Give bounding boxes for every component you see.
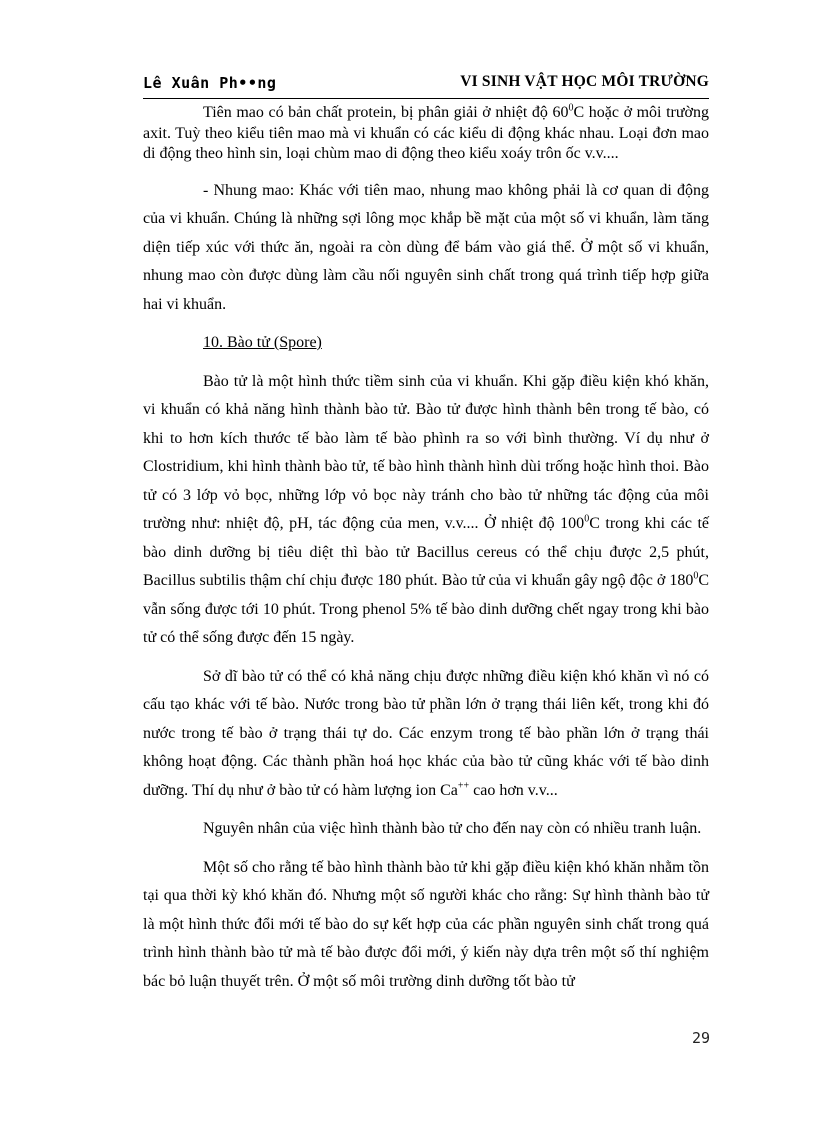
paragraph-flagella: Tiên mao có bản chất protein, bị phân giải ở nhiệt độ $60^0C$ hoặc ở môi trường axit. Tuỳ theo kiểu tiên mao mà vi khuẩn có các kiểu di động khác nhau. Loại đơn mao di động theo hình sin, loại chùm mao di động theo kiểu xoáy trôn ốc v.v....	[143, 102, 709, 162]
header-divider	[143, 98, 709, 99]
paragraph-spore-structure: Sở dĩ bào tử có thể có khả năng chịu được những điều kiện khó khăn vì nó có cấu tạo khác với tế bào. Nước trong bào tử phần lớn ở trạng thái liên kết, trong khi đó nước trong tế bào ở trạng thái tự do. Các enzym trong tế bào phần lớn ở trạng thái không hoạt động. Các thành phần hoá học khác của bào tử cũng khác với tế bào dinh dưỡng. Thí dụ như ở bào tử có hàm lượng ion Ca++ cao hơn v.v...	[143, 667, 709, 799]
paragraph-pili: - Nhung mao: Khác với tiên mao, nhung mao không phải là cơ quan di động của vi khuẩn. Chúng là những sợi lông mọc khắp bề mặt của một số vi khuẩn, làm tăng diện tiếp xúc với thức ăn, ngoài ra còn dùng để bám vào giá thể. Ở một số vi khuẩn, nhung mao còn được dùng làm cầu nối nguyên sinh chất trong quá trình tiếp hợp giữa hai vi khuẩn.	[143, 181, 709, 313]
header-title: VI SINH VẬT HỌC MÔI TRƯỜNG	[460, 73, 709, 90]
page-number: 29	[691, 1029, 710, 1047]
running-header	[143, 72, 709, 96]
paragraph-spore-theories: Một số cho rằng tế bào hình thành bào tử khi gặp điều kiện khó khăn nhằm tồn tại qua thời kỳ khó khăn đó. Nhưng một số người khác cho rằng: Sự hình thành bào tử là một hình thức đổi mới tế bào do sự kết hợp của các phần nguyên sinh chất trong quá trình hình thành bào tử mà tế bào được đổi mới, ý kiến này dựa trên một số thí nghiệm bác bỏ luận thuyết trên. Ở một số môi trường dinh dưỡng tốt bào tử	[143, 858, 709, 990]
header-author: Lê Xuân Ph••ng	[143, 74, 277, 92]
body-text	[143, 103, 709, 996]
section-heading-spore: 10. Bào tử (Spore)	[203, 334, 322, 351]
paragraph-spore-cause: Nguyên nhân của việc hình thành bào tử cho đến nay còn có nhiều tranh luận.	[203, 820, 702, 837]
paragraph-spore-definition: Bào tử là một hình thức tiềm sinh của vi khuẩn. Khi gặp điều kiện khó khăn, vi khuẩn có khả năng hình thành bào tử. Bào tử được hình thành bên trong tế bào, có khi to hơn kích thước tế bào làm tế bào phình ra so với bình thường. Ví dụ như ở Clostridium, khi hình thành bào tử, tế bào hình thành hình dùi trống hoặc hình thoi. Bào tử có 3 lớp vỏ bọc, những lớp vỏ bọc này tránh cho bào tử những tác động của môi trường như: nhiệt độ, pH, tác động của men, v.v.... Ở nhiệt độ $100^0C$ trong khi các tế bào dinh dưỡng bị tiêu diệt thì bào tử Bacillus cereus có thể chịu được 2,5 phút, Bacillus subtilis thậm chí chịu được 180 phút. Bào tử của vi khuẩn gây ngộ độc ở $180^0C$ vẫn sống được tới 10 phút. Trong phenol 5% tế bào dinh dưỡng chết ngay trong khi bào tử có thể sống được đến 15 ngày.	[143, 372, 710, 646]
